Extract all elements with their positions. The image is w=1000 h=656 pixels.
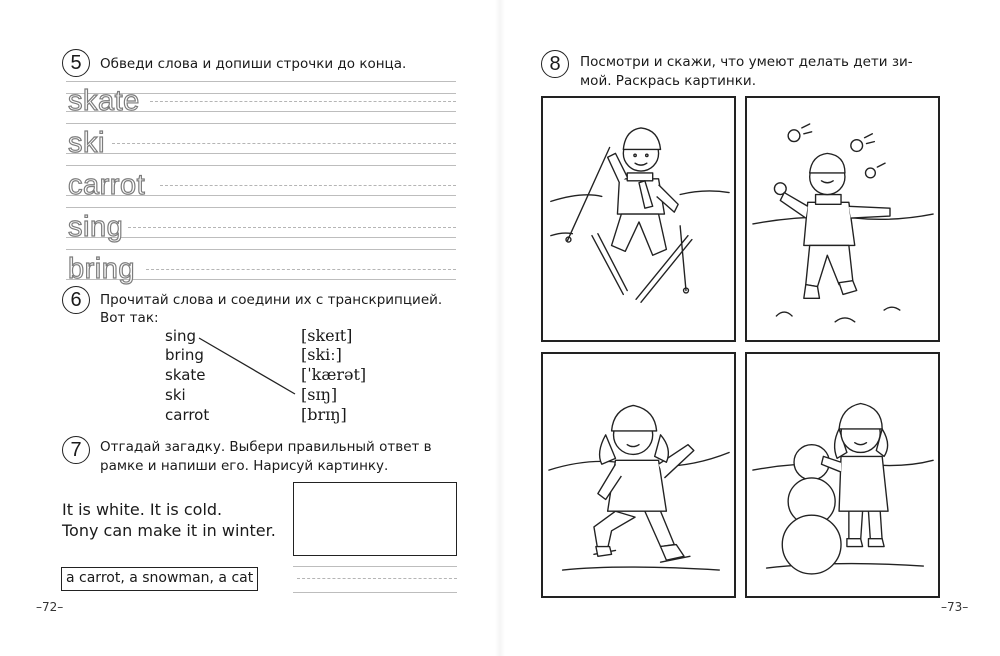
page-number-right: –73– [941,600,969,614]
transcription-carrot[interactable]: [ˈkærət] [301,365,367,384]
exercise-8-number: 8 [541,50,569,78]
picture-skiing[interactable] [541,96,736,342]
match-word-sing[interactable]: sing [165,327,197,345]
match-word-skate[interactable]: skate [165,366,206,384]
exercise-6-instruction-line1: Прочитай слова и соедини их с транскрипцией. [100,292,443,308]
picture-snowman[interactable] [745,352,940,598]
exercise-5-number: 5 [62,49,90,77]
page-number-left: –72– [36,600,64,614]
page-gutter [495,0,505,656]
match-word-ski[interactable]: ski [165,386,186,404]
transcription-sing[interactable]: [sɪŋ] [301,385,338,404]
exercise-7-instruction-line1: Отгадай загадку. Выбери правильный ответ в [100,439,432,455]
trace-word-bring[interactable]: bring [68,253,135,285]
riddle-line1: It is white. It is cold. [62,500,223,519]
riddle-line2: Tony can make it in winter. [62,521,276,540]
trace-word-ski[interactable]: ski [68,127,105,159]
transcription-skate[interactable]: [skeɪt] [301,326,353,345]
example-connection-line [195,335,305,400]
exercise-8-instruction-line2: мой. Раскрась картинки. [580,73,756,89]
picture-snowball-throwing[interactable] [745,96,940,342]
picture-skating[interactable] [541,352,736,598]
answer-options-box: a carrot, a snowman, a cat [61,567,258,591]
exercise-5-instruction: Обведи слова и допиши строчки до конца. [100,56,407,72]
exercise-8-instruction-line1: Посмотри и скажи, что умеют делать дети зи- [580,54,913,70]
exercise-6-instruction-line2: Вот так: [100,310,159,326]
match-word-carrot[interactable]: carrot [165,406,210,424]
drawing-box[interactable] [293,482,457,556]
exercise-6-number: 6 [62,286,90,314]
trace-word-carrot[interactable]: carrot [68,169,146,201]
match-word-bring[interactable]: bring [165,346,204,364]
trace-word-skate[interactable]: skate [68,85,140,117]
transcription-bring[interactable]: [brɪŋ] [301,405,347,424]
exercise-7-instruction-line2: рамке и напиши его. Нарисуй картинку. [100,458,389,474]
transcription-ski[interactable]: [skiː] [301,345,342,364]
exercise-7-number: 7 [62,436,90,464]
trace-word-sing[interactable]: sing [68,211,124,243]
